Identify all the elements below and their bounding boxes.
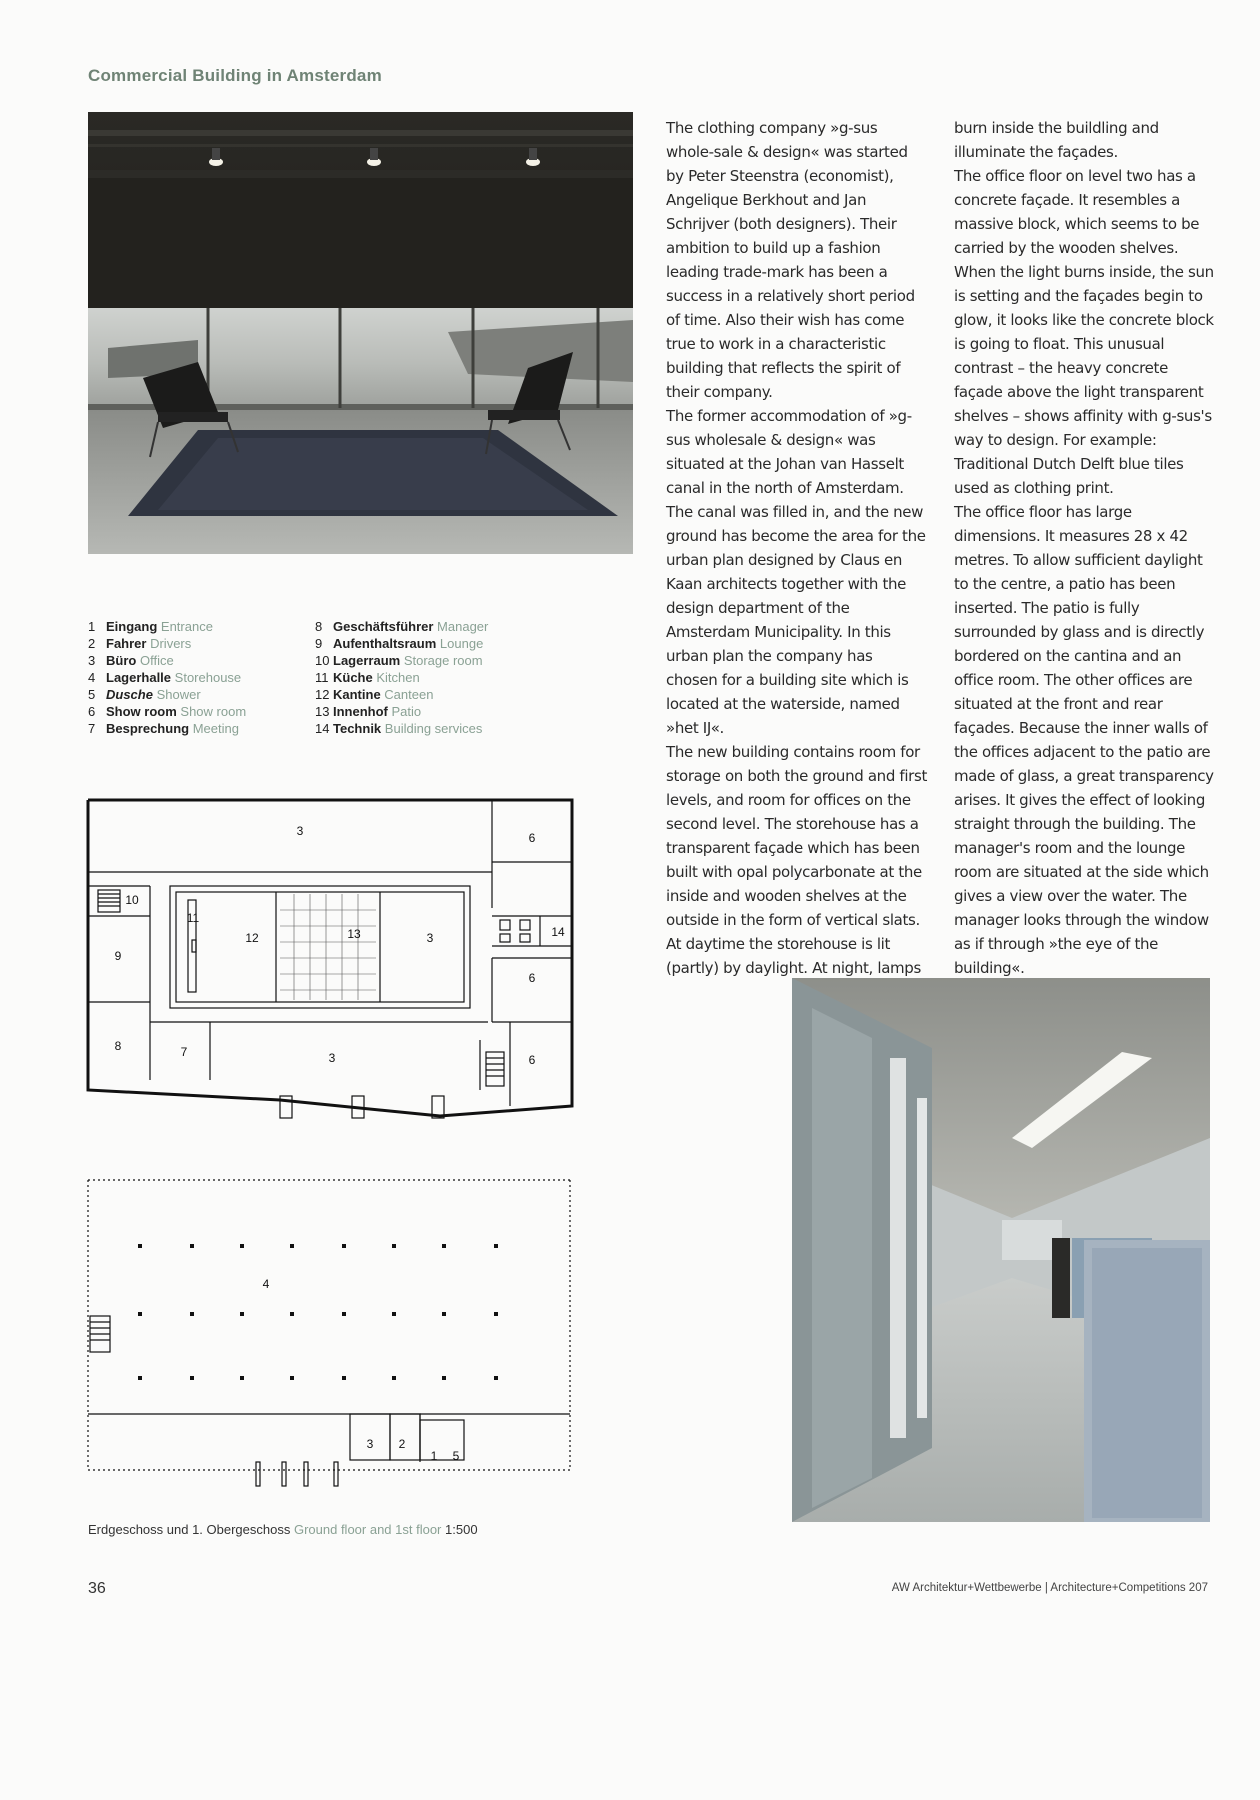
legend-item: 6 Show room Show room bbox=[88, 704, 247, 719]
text-column-2 bbox=[954, 116, 1216, 980]
plan-caption bbox=[88, 1522, 478, 1537]
room-label: 3 bbox=[296, 824, 304, 838]
room-label: 6 bbox=[528, 971, 536, 985]
legend-item: 13 Innenhof Patio bbox=[315, 704, 422, 719]
room-label: 2 bbox=[398, 1437, 406, 1451]
room-label: 9 bbox=[114, 949, 122, 963]
ground-floor-plan bbox=[80, 1170, 580, 1490]
paragraph: The new building contains room for storage on both the ground and first levels, and room for offices on the second level. The storehouse has a transparent façade which has been built with opal polycarbonate at the inside and wooden shelves at the outside in the form of vertical slats. At daytime the storehouse is lit (partly) by daylight. At night, lamps bbox=[666, 743, 927, 977]
caption-english: Ground floor and 1st floor bbox=[293, 1522, 442, 1537]
room-label: 12 bbox=[245, 931, 259, 945]
legend-right bbox=[315, 618, 488, 737]
paragraph: burn inside the buildling and illuminate the façades. bbox=[954, 119, 1159, 161]
room-label: 6 bbox=[528, 1053, 536, 1067]
room-label: 5 bbox=[452, 1449, 460, 1463]
legend-item: 8 Geschäftsführer Manager bbox=[315, 619, 489, 634]
text-column-1 bbox=[666, 116, 928, 980]
legend-item: 10 Lagerraum Storage room bbox=[315, 653, 483, 668]
room-label: 3 bbox=[366, 1437, 374, 1451]
room-label: 14 bbox=[551, 925, 565, 939]
paragraph: The former accommodation of »g-sus wholesale & design« was situated at the Johan van Hasselt canal in the north of Amsterdam. The canal was filled in, and the new ground has become the area for the urban plan designed by Claus en Kaan architects together with the design department of the Amsterdam Municipality. In this urban plan the company has chosen for a building site which is located at the waterside, named »het IJ«. bbox=[666, 407, 926, 737]
paragraph: The clothing company »g-sus whole-sale & design« was started by Peter Steenstra (economist), Angelique Berkhout and Jan Schrijver (both designers). Their ambition to build up a fashion leading trade-mark has been a success in a relatively short period of time. Also their wish has come true to work in a characteristic building that reflects the spirit of their company. bbox=[666, 119, 915, 401]
caption-scale: 1:500 bbox=[445, 1522, 478, 1537]
room-label: 7 bbox=[180, 1045, 188, 1059]
room-label: 1 bbox=[430, 1449, 438, 1463]
legend-item: 12 Kantine Canteen bbox=[315, 687, 434, 702]
legend-item: 7 Besprechung Meeting bbox=[88, 721, 239, 736]
paragraph: The office floor on level two has a concrete façade. It resembles a massive block, which seems to be carried by the wooden shelves. When the light burns inside, the sun is setting and the façades begin to glow, it looks like the concrete block is going to float. This unusual contrast – the heavy concrete façade above the light transparent shelves – shows affinity with g-sus's way to design. For example: Traditional Dutch Delft blue tiles used as clothing print. bbox=[954, 167, 1214, 497]
legend-item: 4 Lagerhalle Storehouse bbox=[88, 670, 242, 685]
room-label: 10 bbox=[125, 893, 139, 907]
room-label: 11 bbox=[186, 911, 200, 925]
room-label: 6 bbox=[528, 831, 536, 845]
section-title: Commercial Building in Amsterdam bbox=[88, 66, 382, 85]
legend-item: 9 Aufenthaltsraum Lounge bbox=[315, 636, 484, 651]
room-label: 4 bbox=[262, 1277, 270, 1291]
lounge-photo bbox=[88, 112, 633, 554]
legend-item: 11 Küche Kitchen bbox=[315, 670, 420, 685]
office-interior-photo bbox=[792, 978, 1210, 1522]
room-label: 3 bbox=[328, 1051, 336, 1065]
office-floor-plan bbox=[80, 790, 580, 1130]
legend-item: 5 Dusche Shower bbox=[88, 687, 201, 702]
page-number: 36 bbox=[88, 1580, 106, 1597]
legend-item: 1 Eingang Entrance bbox=[88, 619, 213, 634]
legend-item: 2 Fahrer Drivers bbox=[88, 636, 192, 651]
room-label: 3 bbox=[426, 931, 434, 945]
room-label: 13 bbox=[347, 927, 361, 941]
legend-item: 14 Technik Building services bbox=[315, 721, 483, 736]
legend-left bbox=[88, 618, 246, 737]
paragraph: The office floor has large dimensions. It measures 28 x 42 metres. To allow sufficient daylight to the centre, a patio has been inserted. The patio is fully surrounded by glass and is directly bordered on the cantina and an office room. The other offices are situated at the front and rear façades. Because the inner walls of the offices adjacent to the patio are made of glass, a great transparency arises. It gives the effect of looking straight through the building. The manager's room and the lounge room are situated at the side which gives a view over the water. The manager looks through the window as if through »the eye of the building«. bbox=[954, 503, 1214, 977]
journal-footer: AW Architektur+Wettbewerbe | Architecture+Competitions 207 bbox=[891, 1582, 1208, 1594]
legend-item: 3 Büro Office bbox=[88, 653, 174, 668]
room-label: 8 bbox=[114, 1039, 122, 1053]
caption-german: Erdgeschoss und 1. Obergeschoss bbox=[88, 1522, 291, 1537]
